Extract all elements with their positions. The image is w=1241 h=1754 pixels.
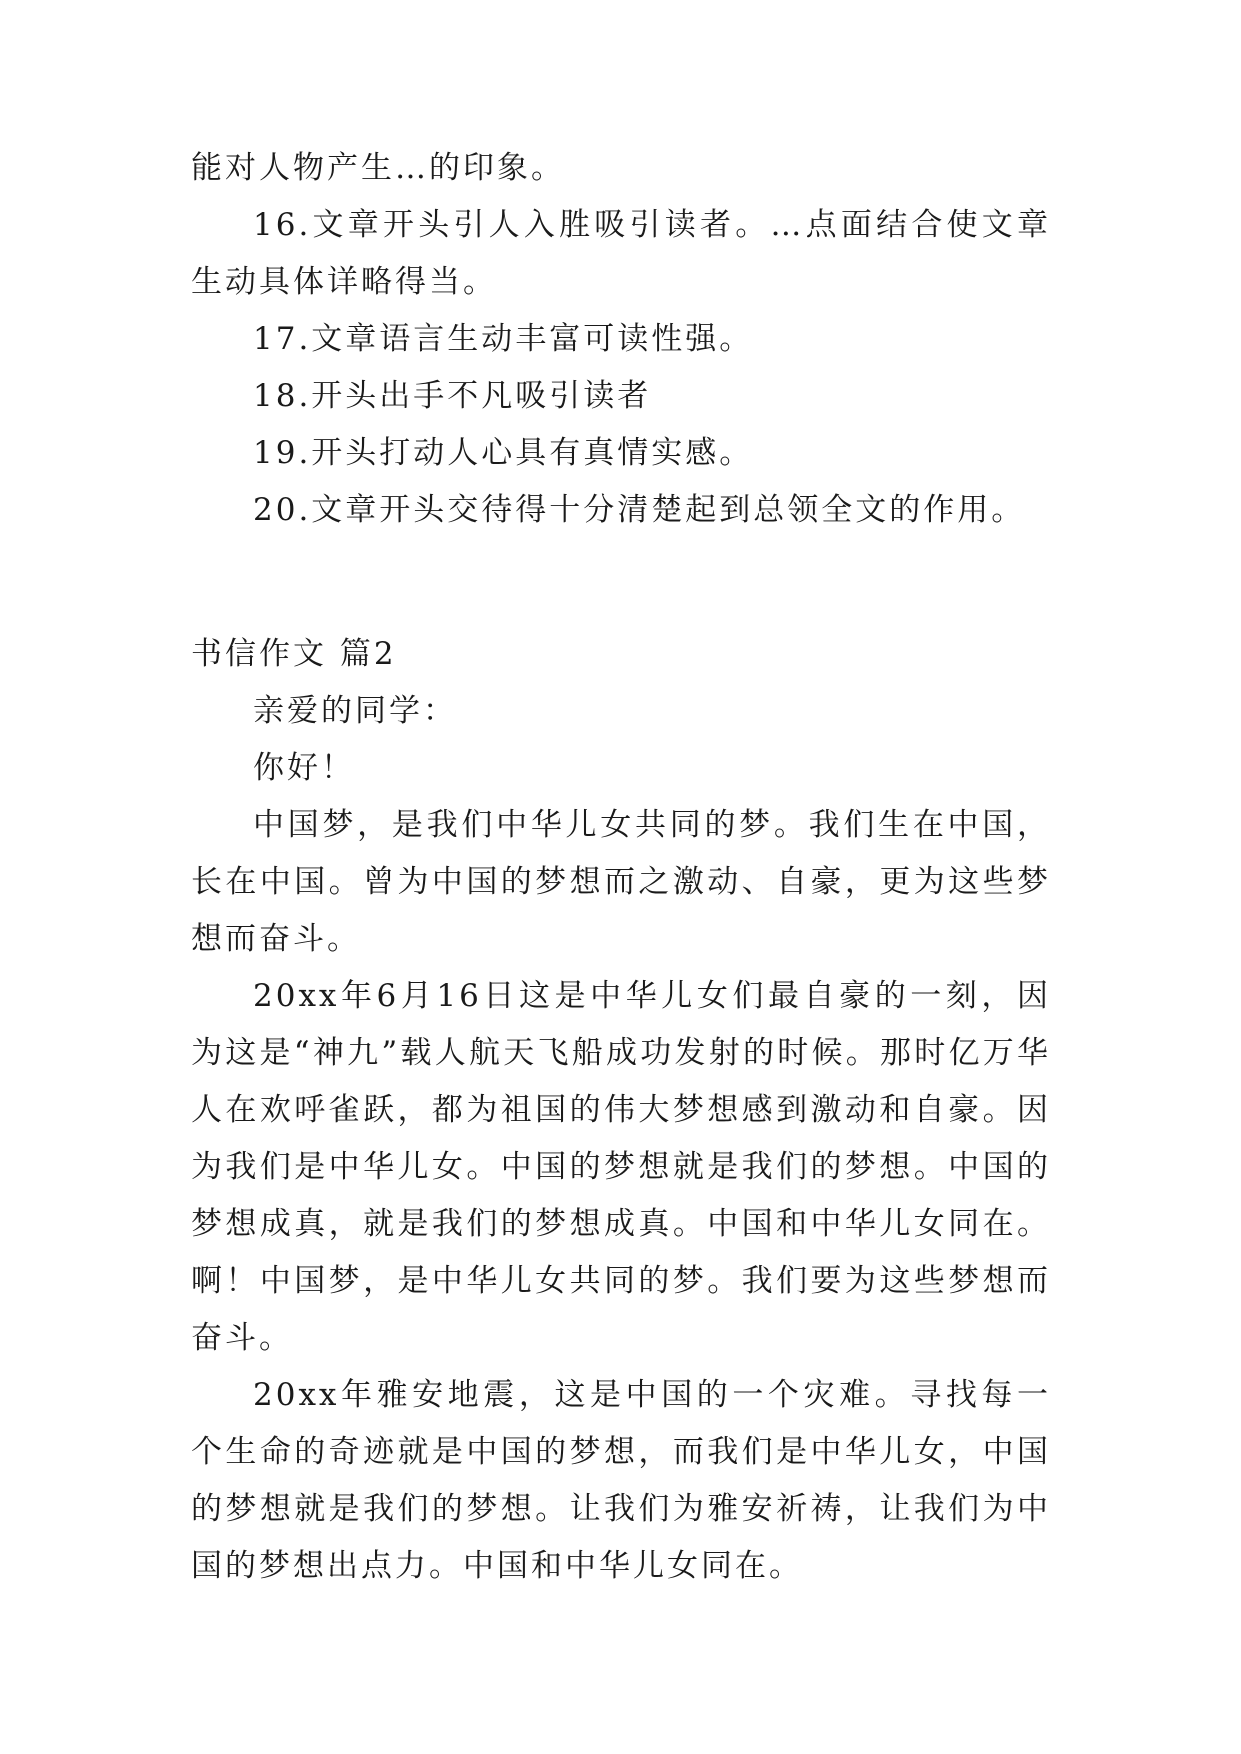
list-item-18: 18.开头出手不凡吸引读者 xyxy=(253,378,652,414)
letter-paragraph-1: 中国梦，是我们中华儿女共同的梦。我们生在中国，长在中国。曾为中国的梦想而之激动、自豪，更为这些梦想而奋斗。 xyxy=(191,807,1051,957)
continuation-line: 能对人物产生…的印象。 xyxy=(191,150,565,186)
list-item-16: 16.文章开头引人入胜吸引读者。…点面结合使文章生动具体详略得当。 xyxy=(191,207,1051,300)
list-item-17: 17.文章语言生动丰富可读性强。 xyxy=(253,321,754,357)
letter-paragraph-2: 20xx年6月16日这是中华儿女们最自豪的一刻，因为这是“神九”载人航天飞船成功发射的时候。那时亿万华人在欢呼雀跃，都为祖国的伟大梦想感到激动和自豪。因为我们是中华儿女。中国的梦想就是我们的梦想。中国的梦想成真，就是我们的梦想成真。中国和中华儿女同在。啊！中国梦，是中华儿女共同的梦。我们要为这些梦想而奋斗。 xyxy=(191,978,1051,1356)
letter-greeting: 你好！ xyxy=(253,750,355,786)
letter-paragraph-3: 20xx年雅安地震，这是中国的一个灾难。寻找每一个生命的奇迹就是中国的梦想，而我们是中华儿女，中国的梦想就是我们的梦想。让我们为雅安祈祷，让我们为中国的梦想出点力。中国和中华儿女同在。 xyxy=(191,1377,1051,1584)
section-heading: 书信作文 篇2 xyxy=(191,636,397,672)
list-item-19: 19.开头打动人心具有真情实感。 xyxy=(253,435,754,471)
section-evaluation-list xyxy=(191,140,1051,539)
section-letter-essay xyxy=(191,626,1051,1595)
list-item-20: 20.文章开头交待得十分清楚起到总领全文的作用。 xyxy=(253,492,1026,528)
letter-salutation: 亲爱的同学： xyxy=(253,693,457,729)
